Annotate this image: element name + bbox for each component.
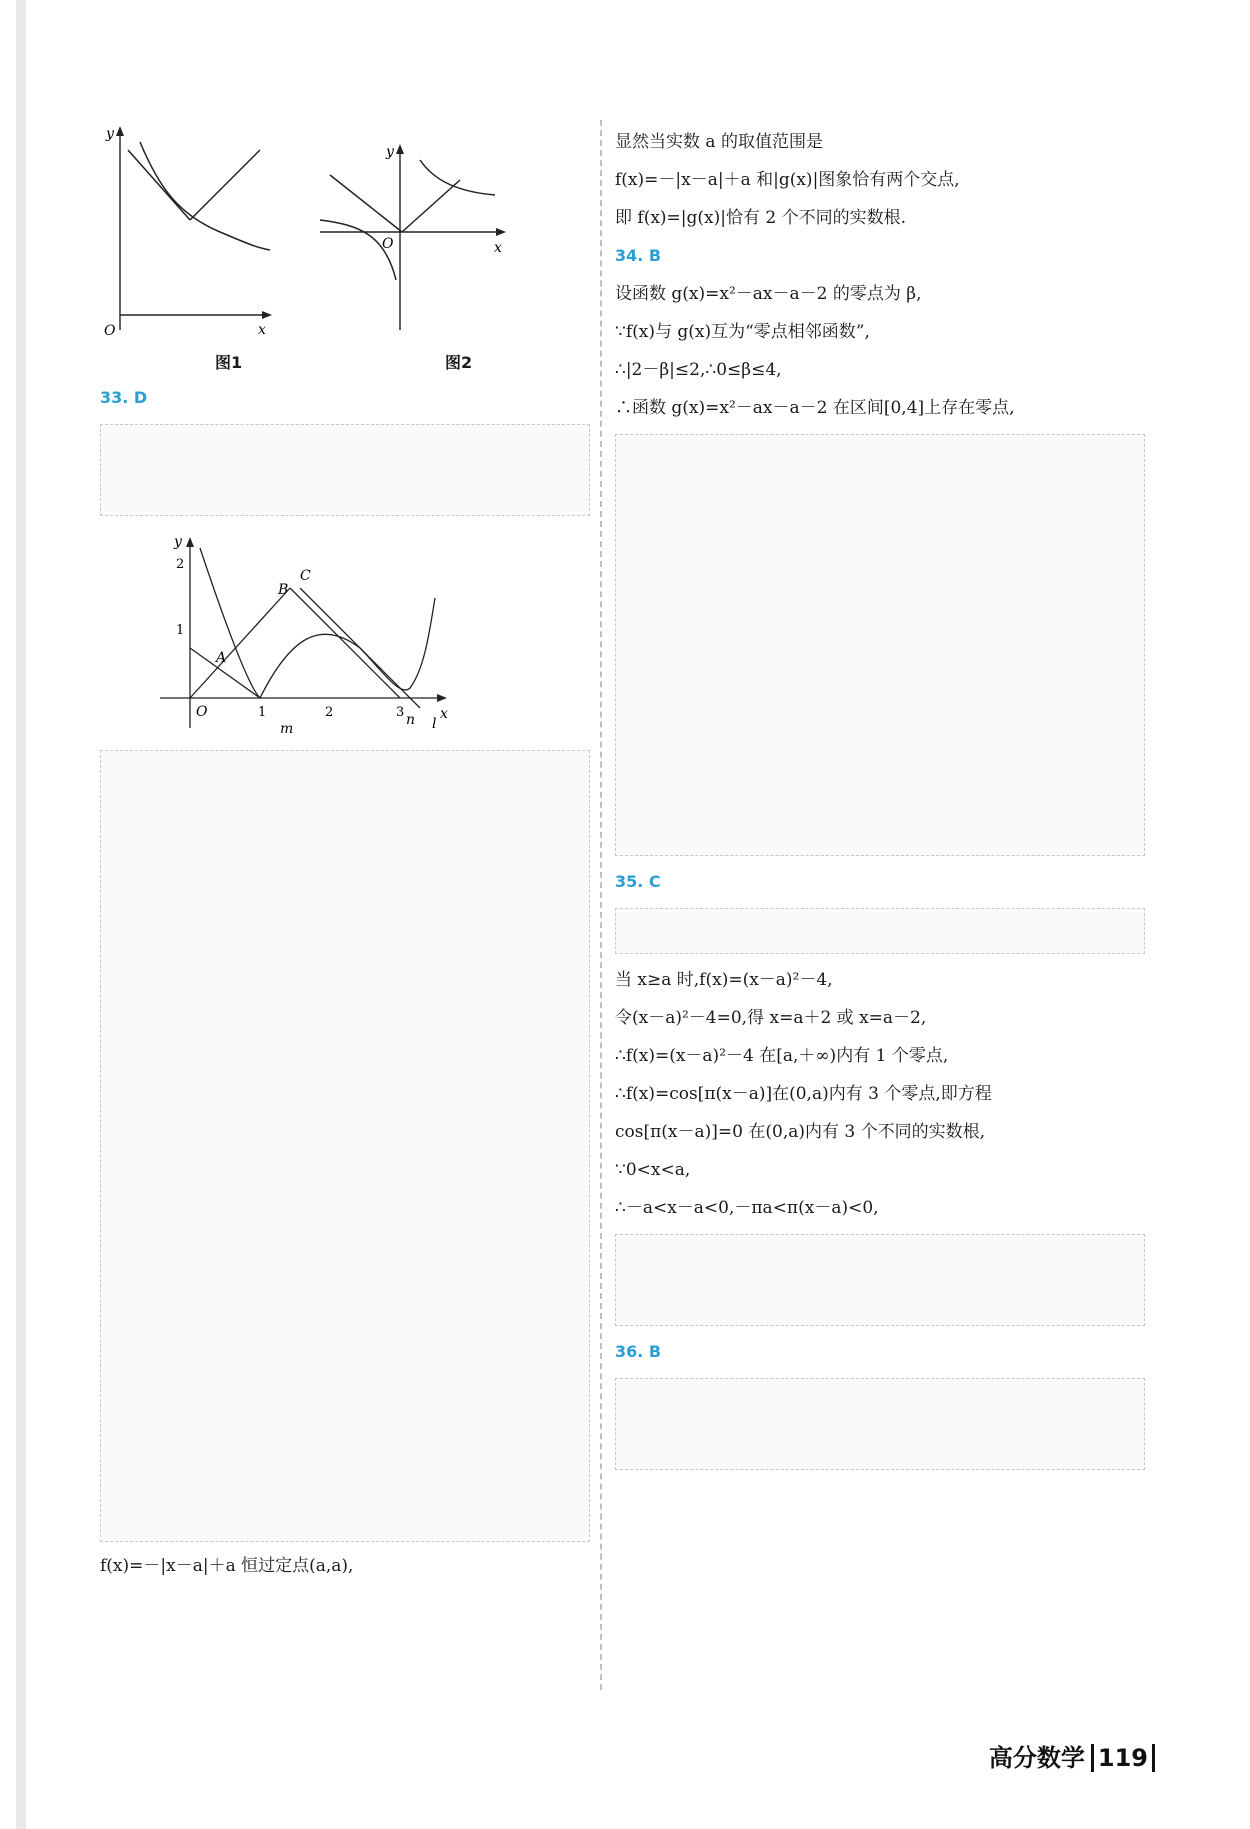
q34-heading [615,244,1145,268]
fig3-x-label: x [440,706,448,722]
fig3-x-tick: 3 [396,705,405,720]
fig1-x-label: x [258,322,266,338]
fig2-origin-label: O [382,236,394,252]
right-line: 显然当实数 a 的取值范围是 [615,132,823,152]
fig3-origin-label: O [196,704,208,720]
fig2-x-label: x [494,240,502,256]
q34-line: ∴函数 g(x)=x²－ax－a－2 在区间[0,4]上存在零点, [615,398,1015,418]
q34-line: ∵f(x)与 g(x)互为“零点相邻函数”, [615,322,870,342]
page-edge [16,0,26,1829]
fig2-y-label: y [386,144,394,160]
fig3-x-tick: 1 [258,705,267,720]
fig3-point-label: C [300,568,311,584]
q35-label: 35. C [615,872,661,891]
q35-intro-placeholder [615,908,1145,954]
q35-conclusion-placeholder [615,1234,1145,1326]
fig3-line-label: l [432,716,437,732]
q33-final-line: f(x)=－|x－a|＋a 恒过定点(a,a), [100,1556,354,1576]
fig3-line-label: m [280,721,294,737]
q35-line: 令(x－a)²－4=0,得 x=a＋2 或 x=a－2, [615,1008,927,1028]
q36-heading [615,1340,1145,1364]
left-column [100,120,590,1592]
q34-label: 34. B [615,246,662,265]
fig3-y-tick: 2 [176,557,185,572]
q33-label: 33. D [100,388,148,407]
q35-line: cos[π(x－a)]=0 在(0,a)内有 3 个不同的实数根, [615,1122,986,1142]
figure-3 [160,528,460,738]
q35-heading [615,870,1145,894]
q34-cases-placeholder [615,434,1145,856]
q34-line: 设函数 g(x)=x²－ax－a－2 的零点为 β, [615,284,922,304]
q35-line: ∴－a<x－a<0,－πa<π(x－a)<0, [615,1198,879,1218]
fig3-y-tick: 1 [176,623,185,638]
q36-body-placeholder [615,1378,1145,1470]
right-column [615,130,1145,1470]
right-line: f(x)=－|x－a|＋a 和|g(x)|图象恰有两个交点, [615,170,960,190]
book-title: 高分数学 [988,1744,1085,1772]
fig2-caption: 图2 [445,353,473,372]
q35-line: ∴f(x)=cos[π(x－a)]在(0,a)内有 3 个零点,即方程 [615,1084,992,1104]
fig1-origin-label: O [104,323,116,339]
figure-1 [100,120,275,349]
q33-heading [100,386,590,410]
fig3-point-label: B [278,582,289,598]
figure-row [100,120,590,372]
fig3-point-label: A [216,650,227,666]
fig3-x-tick: 2 [325,705,334,720]
q36-label: 36. B [615,1342,662,1361]
column-divider [600,120,602,1690]
fig3-line-label: n [406,712,416,728]
q35-line: ∵0<x<a, [615,1160,691,1180]
q34-line: ∴|2－β|≤2,∴0≤β≤4, [615,360,782,380]
q35-line: ∴f(x)=(x－a)²－4 在[a,＋∞)内有 1 个零点, [615,1046,949,1066]
page-number: 119 [1091,1744,1155,1772]
q33-derivation-placeholder [100,750,590,1542]
fig3-y-label: y [174,534,182,550]
right-line: 即 f(x)=|g(x)|恰有 2 个不同的实数根. [615,208,907,228]
fig1-caption: 图1 [215,353,243,372]
q33-equation-placeholder [100,424,590,516]
figure-2 [310,120,510,349]
q35-line: 当 x≥a 时,f(x)=(x－a)²－4, [615,970,833,990]
page-footer [989,1738,1155,1773]
fig1-y-label: y [106,126,114,142]
